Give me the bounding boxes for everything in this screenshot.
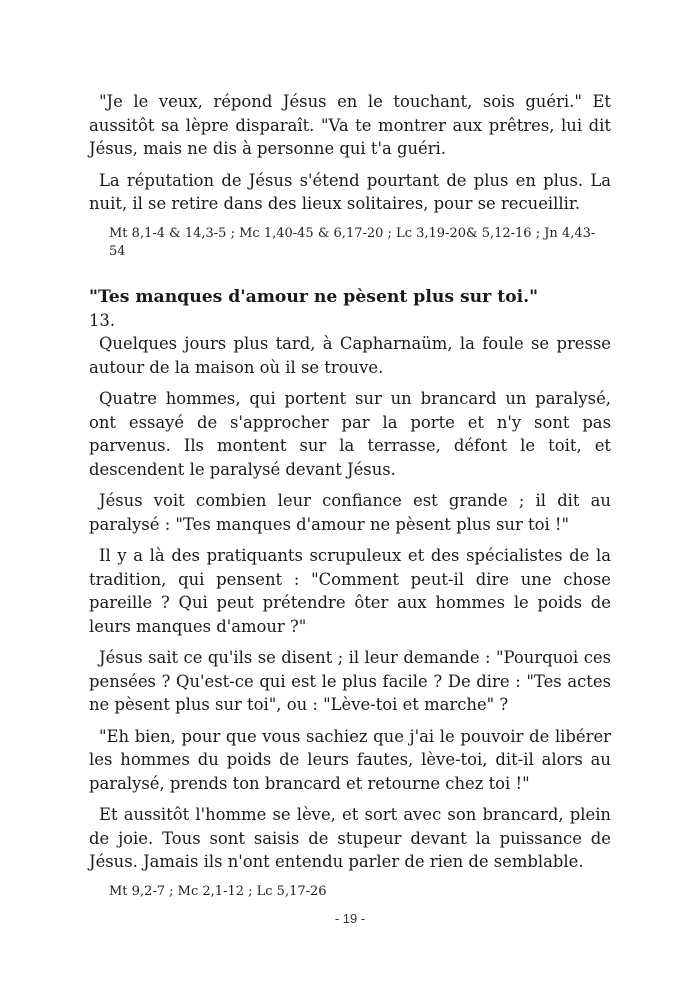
page-number: - 19 - [334,911,366,926]
paragraph: Jésus sait ce qu'ils se disent ; il leur demande : "Pourquoi ces pensées ? Qu'est-ce qui est le plus facile ? De dire : "Tes actes ne pèsent plus sur toi", ou : "Lève-toi et marche" ? [89,648,611,714]
page-body [89,90,611,901]
paragraph: "Je le veux, répond Jésus en le touchant, sois guéri." Et aussitôt sa lèpre disparaît. "Va te montrer aux prêtres, lui dit Jésus, mais ne dis à personne qui t'a guéri. [89,92,611,158]
scripture-reference: Mt 9,2-7 ; Mc 2,1-12 ; Lc 5,17-26 [109,883,327,899]
paragraph: Jésus voit combien leur confiance est grande ; il dit au paralysé : "Tes manques d'amour ne pèsent plus sur toi !" [89,491,611,534]
paragraph: Quelques jours plus tard, à Capharnaüm, la foule se presse autour de la maison où il se trouve. [89,334,611,377]
paragraph: La réputation de Jésus s'étend pourtant de plus en plus. La nuit, il se retire dans des lieux solitaires, pour se recueillir. [89,170,611,213]
paragraph: Et aussitôt l'homme se lève, et sort avec son brancard, plein de joie. Tous sont saisis de stupeur devant la puissance de Jésus. Jamais ils n'ont entendu parler de rien de semblable. [89,805,611,871]
paragraph: Quatre hommes, qui portent sur un brancard un paralysé, ont essayé de s'approcher par la porte et n'y sont pas parvenus. Ils montent sur la terrasse, défont le toit, et descendent le paralysé devant Jésus. [89,389,611,479]
paragraph: Il y a là des pratiquants scrupuleux et des spécialistes de la tradition, qui pensent : "Comment peut-il dire une chose pareille ? Qui peut prétendre ôter aux hommes le poids de leurs manques d'amour ?" [89,546,611,636]
scripture-reference: Mt 8,1-4 & 14,3-5 ; Mc 1,40-45 & 6,17-20 ; Lc 3,19-20& 5,12-16 ; Jn 4,43-54 [109,225,596,259]
section-number: 13. [89,310,116,330]
section-heading: "Tes manques d'amour ne pèsent plus sur toi." [89,286,539,307]
paragraph: "Eh bien, pour que vous sachiez que j'ai le pouvoir de libérer les hommes du poids de leurs fautes, lève-toi, dit-il alors au paralysé, prends ton brancard et retourne chez toi !" [89,726,611,793]
